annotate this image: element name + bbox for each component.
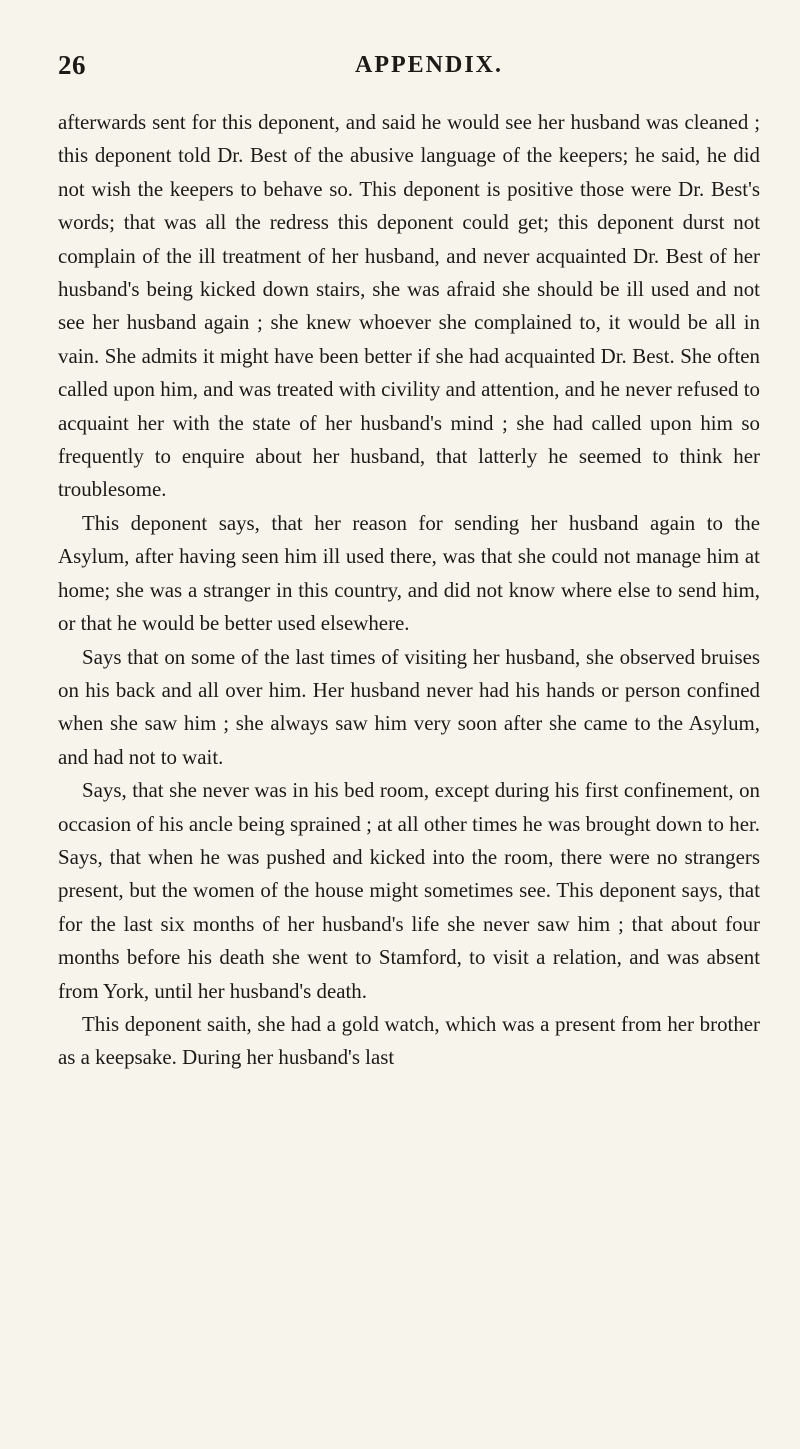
paragraph: afterwards sent for this deponent, and said he would see her husband was cleaned ; this deponent told Dr. Best of the abusive language of the keepers; he said, he did not wish the keepers to behave so. This deponent is positive those were Dr. Best's words; that was all the redress this deponent could get; this deponent durst not complain of the ill treatment of her husband, and never acquainted Dr. Best of her husband's being kicked down stairs, she was afraid she should be ill used and not see her husband again ; she knew whoever she complained to, it would be all in vain. She admits it might have been better if she had acquainted Dr. Best. She often called upon him, and was treated with civility and attention, and he never refused to acquaint her with the state of her husband's mind ; she had called upon him so frequently to enquire about her husband, that latterly he seemed to think her troublesome.: [58, 110, 760, 502]
paragraph: This deponent saith, she had a gold watch, which was a present from her brother as a keepsake. During her husband's last: [58, 1011, 760, 1070]
paragraph: Says that on some of the last times of visiting her husband, she observed bruises on his back and all over him. Her husband never had his hands or person confined when she saw him ; she always saw him very soon after she came to the Asylum, and had not to wait.: [58, 644, 760, 769]
body-text: [58, 106, 760, 1075]
page-header: [58, 50, 760, 94]
paragraph: This deponent says, that her reason for sending her husband again to the Asylum, after having seen him ill used there, was that she could not manage him at home; she was a stranger in this country, and did not know where else to send him, or that he would be better used elsewhere.: [58, 510, 760, 636]
paragraph: Says, that she never was in his bed room, except during his first confinement, on occasion of his ancle being sprained ; at all other times he was brought down to her. Says, that when he was pushed and kicked into the room, there were no strangers present, but the women of the house might sometimes see. This deponent says, that for the last six months of her husband's life she never saw him ; that about four months before his death she went to Stamford, to visit a relation, and was absent from York, until her husband's death.: [58, 778, 760, 1003]
page-number: 26: [58, 50, 86, 80]
running-head: APPENDIX.: [355, 52, 503, 78]
